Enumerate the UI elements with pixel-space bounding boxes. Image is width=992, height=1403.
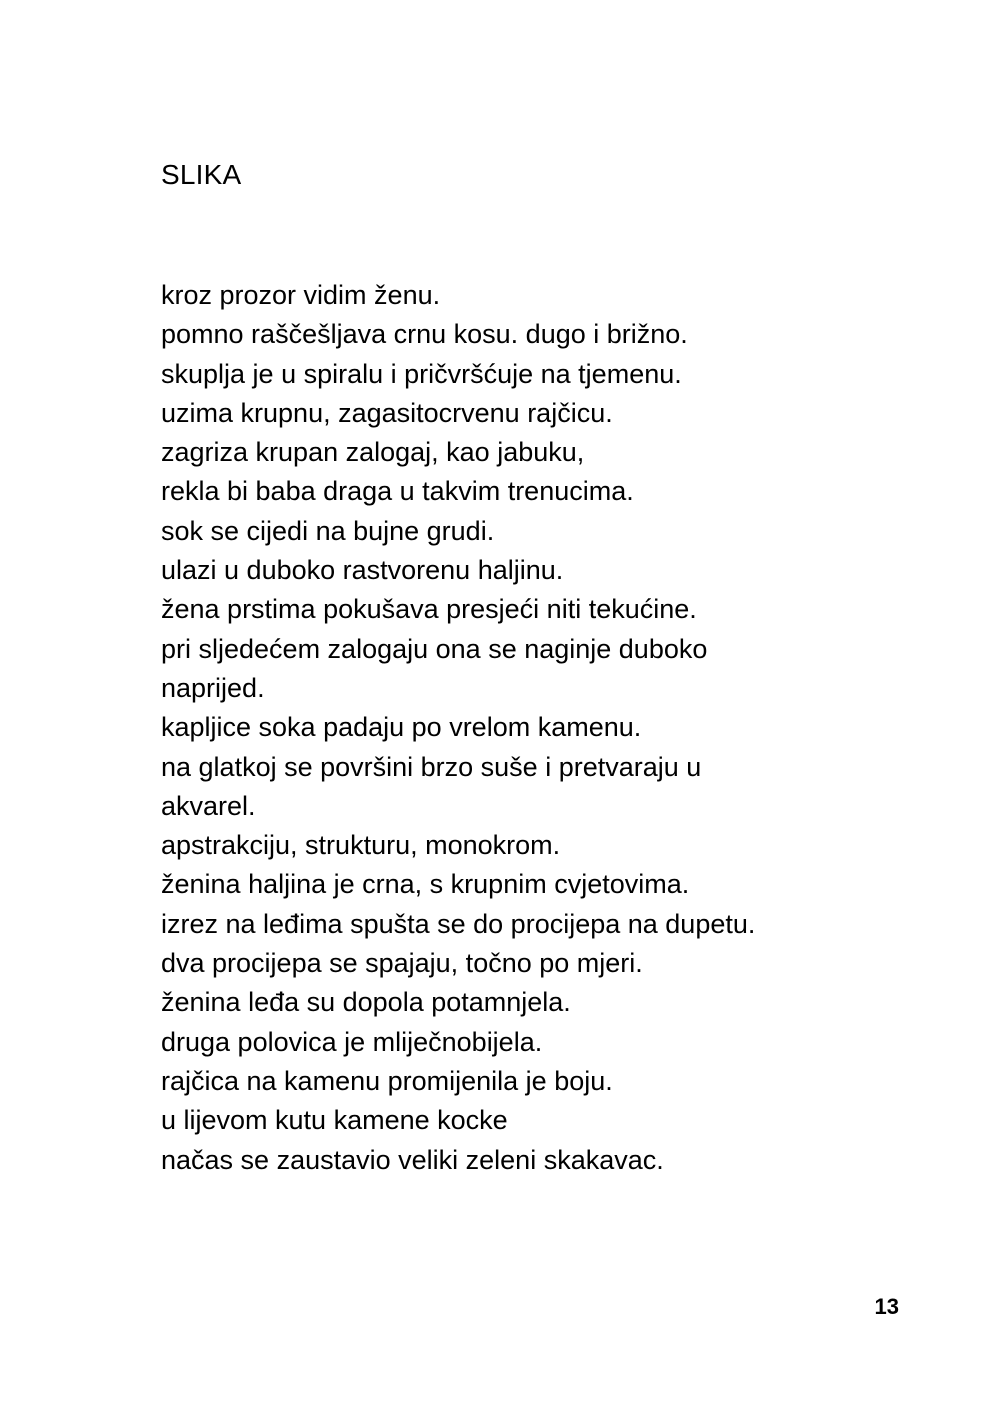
poem-line: ulazi u duboko rastvorenu haljinu. (161, 555, 564, 586)
poem-line: izrez na leđima spušta se do procijepa na dupetu. (161, 908, 756, 939)
poem-line: zagriza krupan zalogaj, kao jabuku, (161, 437, 585, 468)
poem-line: žena prstima pokušava presjeći niti tekućine. (161, 594, 697, 625)
poem-line: sok se cijedi na bujne grudi. (161, 515, 495, 546)
poem-line: rekla bi baba draga u takvim trenucima. (161, 476, 634, 507)
poem-line: akvarel. (161, 790, 256, 821)
poem-line: na glatkoj se površini brzo suše i pretvaraju u (161, 751, 702, 782)
poem-line: kroz prozor vidim ženu. (161, 280, 441, 310)
poem-line: pri sljedećem zalogaju ona se naginje duboko (161, 633, 708, 664)
poem-line: rajčica na kamenu promijenila je boju. (161, 1065, 613, 1096)
page-number: 13 (874, 1294, 899, 1319)
poem-line: apstrakciju, strukturu, monokrom. (161, 830, 561, 861)
poem-line: druga polovica je mliječnobijela. (161, 1026, 543, 1057)
poem-line: pomno raščešljava crnu kosu. dugo i brižno. (161, 319, 688, 350)
poem-line: dva procijepa se spajaju, točno po mjeri. (161, 948, 643, 979)
poem-line: u lijevom kutu kamene kocke (161, 1105, 508, 1136)
poem-body (161, 276, 881, 1180)
poem-line: uzima krupnu, zagasitocrvenu rajčicu. (161, 397, 613, 428)
poem-line: načas se zaustavio veliki zeleni skakavac. (161, 1144, 664, 1175)
poem-line: skuplja je u spiralu i pričvršćuje na tjemenu. (161, 358, 682, 389)
poem-title: SLIKA (161, 159, 242, 190)
poem-line: kapljice soka padaju po vrelom kamenu. (161, 712, 642, 743)
poem-line: ženina haljina je crna, s krupnim cvjetovima. (161, 869, 690, 900)
poem-line: ženina leđa su dopola potamnjela. (161, 987, 571, 1018)
poem-line: naprijed. (161, 672, 265, 703)
